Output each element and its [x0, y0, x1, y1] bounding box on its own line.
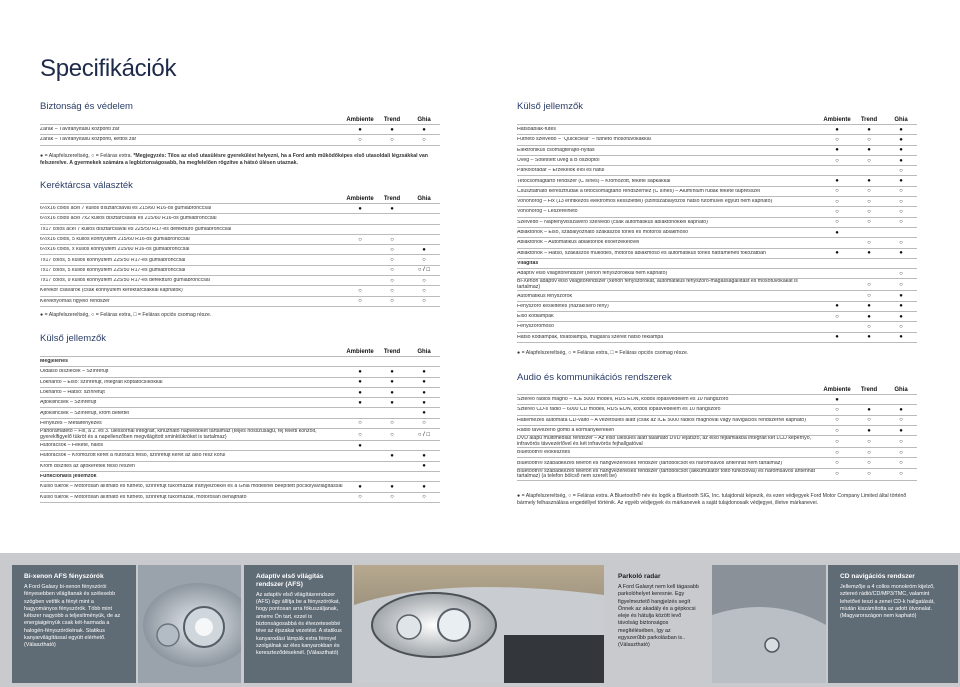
- table-row: [40, 367, 440, 377]
- availability-g: ●: [422, 368, 426, 375]
- availability-g: ○: [899, 188, 903, 195]
- row-label: Oldalsó díszlécek – Színrefújt: [40, 369, 109, 375]
- row-label: Fényszóró késleltetés (hazakísérő fény): [517, 303, 609, 309]
- table-row: [517, 426, 917, 436]
- row-label: Parkolóradar – Érzékelők elöl és hátul: [517, 168, 605, 174]
- availability-g: ○: [899, 281, 903, 288]
- availability-g: ●: [899, 136, 903, 143]
- photo-parking-sensor: [712, 565, 826, 683]
- section-title-audio: Audio és kommunikációs rendszerek: [517, 372, 672, 383]
- availability-t: ○: [390, 420, 394, 427]
- availability-g: ○: [899, 438, 903, 445]
- row-label: 7x17 colos, 9 küllős könnyűfém 225/50 R17-es defekttűrő gumiabronccsal: [40, 278, 210, 284]
- table-row: [40, 276, 440, 286]
- section-title-wheels: Keréktárcsa választék: [40, 180, 133, 191]
- availability-g: ●: [899, 313, 903, 320]
- table-row: [40, 408, 440, 418]
- row-label: Panorámatető – Fix, a 2. és 3. üléssornál integrált, kihúzható napvédőket tartalmaz (teljes hosszúságú, fej feletti konzolt, gyereklfigyelő tükröt és a napellenzőben megvilágított sminktükröket is tartalmaz): [40, 428, 317, 440]
- availability-g: ○: [899, 323, 903, 330]
- page-title: Specifikációk: [40, 55, 177, 82]
- row-label: Ajtókilincsek – Színrefújt, króm betéttel: [40, 410, 130, 416]
- availability-a: ●: [358, 368, 362, 375]
- row-label: Világítás: [517, 260, 539, 266]
- availability-t: ○: [390, 267, 394, 274]
- availability-g: ○: [422, 136, 426, 143]
- availability-t: ●: [390, 379, 394, 386]
- col-trend: Trend: [383, 349, 401, 355]
- table-row: [40, 203, 440, 214]
- table-row: [40, 472, 440, 482]
- row-label: Vonóhorog – Fix (13 érintkezős elektromos késszlettel) (szintszabályozós hátsó futóművel együtt nem kapható): [517, 199, 773, 205]
- availability-g: ●: [422, 483, 426, 490]
- feature-text: Jellemzője a 4 collos monokróm kijelző, sztereó rádió/CD/MP3/TMC, valamint lehetővé teszi a zenei CD-k hallgatását, miután kiszámította az adott útvonalat. (Magyarországon nem kapható): [840, 583, 935, 620]
- table-row: [517, 291, 917, 301]
- availability-t: ○: [867, 157, 871, 164]
- table-row: [517, 279, 917, 291]
- table-row: [40, 441, 440, 451]
- table-row: [40, 225, 440, 235]
- col-trend: Trend: [860, 387, 878, 393]
- row-label: Ablaktörlők – Hátsó, szakaszos működés, motoros ablakmosó és automatikus törlés hátrameneti fokozatban: [517, 250, 766, 256]
- availability-g: ●: [899, 427, 903, 434]
- table-row: [40, 429, 440, 441]
- row-label: Hatlemezes automata CD-váltó – A vezetőülés alatt (csak az ICE 5000 rádiós magnóval vagy navigációs rendszerrel kapható): [517, 417, 806, 423]
- availability-t: ○: [390, 257, 394, 264]
- note-normal: ● = Alapfelszereltség, ○ = Feláras extra.: [40, 153, 134, 159]
- row-label: Csúsztatható keresztrudak a tetőcsomagtartó rendszerhez (C sínes) – Alumínium rudak fekete talprésszel: [517, 188, 761, 194]
- safety-note: [40, 153, 440, 166]
- availability-g: ○: [899, 219, 903, 226]
- availability-g: ○ / □: [417, 431, 431, 438]
- col-ambiente: Ambiente: [823, 117, 851, 123]
- table-row: [517, 448, 917, 458]
- row-label: Sztereó rádiós magnó – ICE 5000 modell, RDS EON, kódos lopásvédelem és 10 hangszóró: [517, 397, 729, 403]
- availability-t: ○: [390, 494, 394, 501]
- table-row: [517, 146, 917, 156]
- table-row: [517, 436, 917, 448]
- availability-g: ○: [899, 167, 903, 174]
- row-label: Automatikus fényszórók: [517, 293, 573, 299]
- table-row: [517, 218, 917, 228]
- row-label: Elektronikus csomagtérajtó-nyitás: [517, 147, 595, 153]
- row-label: 7x17 colos, 5 küllős könnyűfém 225/50 R17-es gumiabronccsal: [40, 267, 186, 273]
- availability-a: ●: [835, 178, 839, 185]
- table-row: [517, 124, 917, 135]
- availability-g: ●: [899, 303, 903, 310]
- row-label: Üveg – Sötétített üveg a B oszloptól: [517, 157, 600, 163]
- wheels-table: [40, 195, 440, 307]
- col-ambiente: Ambiente: [346, 196, 374, 202]
- table-row: [40, 388, 440, 398]
- availability-t: ○: [390, 288, 394, 295]
- availability-a: ○: [835, 460, 839, 467]
- availability-g: ●: [899, 178, 903, 185]
- availability-t: ○: [390, 246, 394, 253]
- availability-t: ●: [867, 427, 871, 434]
- table-row: [517, 394, 917, 405]
- row-label: Sztereó CD-s rádió – 6000 CD modell, RDS EON, kódos lopásvédelem és 10 hangszóró: [517, 407, 721, 413]
- availability-g: ●: [422, 379, 426, 386]
- availability-a: ○: [835, 209, 839, 216]
- table-row: [517, 333, 917, 343]
- row-label: Króm díszítés az ajtókeretek felső részén: [40, 463, 135, 469]
- col-ghia: Ghia: [894, 387, 908, 393]
- col-ghia: Ghia: [417, 196, 431, 202]
- availability-g: ○: [422, 298, 426, 305]
- feature-title: Adaptív első világítás rendszer (AFS): [256, 573, 324, 588]
- feature-text: A Ford Galaxyt nem kell tágasabb parkolóhelyet keresnie. Egy figyelmeztető hangjelzés segít Önnek az akadály és a gépkocsi eleje és hátulja között levő távolság biztonságos megítélésében, így az egyszerűbb parkolásban is.. (Választható): [618, 583, 699, 649]
- row-label: Funkcionális jellemzők: [40, 474, 97, 480]
- row-label: Bluetooth® szabadkezes telefon és hangvezérléses rendszer (tartóbölcsőt (akkumulátor töltő funkcióval) és háromsávos antennát tartalmaz) (a telefon bölcső nem szerelt be): [517, 468, 815, 480]
- availability-a: ○: [835, 188, 839, 195]
- row-label: Ablaktörlők – Automatikus ablaktörlők esőérzékelővel: [517, 240, 640, 246]
- availability-t: ●: [390, 483, 394, 490]
- col-ghia: Ghia: [417, 349, 431, 355]
- availability-g: ●: [899, 147, 903, 154]
- availability-a: ○: [835, 471, 839, 478]
- availability-t: ●: [867, 406, 871, 413]
- audio-note: ● = Alapfelszereltség, ○ = Feláras extra. A Bluetooth® név és logók a Bluetooth SIG, Inc. tulajdonát képezik, és ezen védjegyek Ford Motor Company Limited által történő bármely felhasználása engedéllyel történik. Az egyéb védjegyek és márkanevek a saját tulajdonosaik védjegyei, illetve márkanevei.: [517, 493, 907, 506]
- availability-t: ○: [867, 239, 871, 246]
- availability-g: ○: [422, 277, 426, 284]
- availability-t: ●: [867, 313, 871, 320]
- availability-g: ●: [899, 334, 903, 341]
- row-label: Ablaktörlők – Első, szabályozható szakaszos törlés és motoros ablakmosó: [517, 230, 688, 236]
- availability-g: ●: [899, 126, 903, 133]
- availability-g: ●: [422, 463, 426, 470]
- availability-t: ○: [390, 136, 394, 143]
- availability-g: ●: [899, 293, 903, 300]
- table-row: [517, 302, 917, 312]
- availability-a: ●: [835, 303, 839, 310]
- note-bold: *Megjegyzés: Tilos az első utasülésre gyerekülést helyezni, ha a Ford amb működőképes első utasoldali légzsákkal van felszerelve. A gyermekek számára a legbiztonságosabb, ha megfelelően rögzítve a hátsó ülésen utaznak.: [40, 153, 428, 166]
- table-row: [517, 238, 917, 248]
- section-title-exterior-left: Külső jellemzők: [40, 333, 106, 344]
- availability-a: ○: [835, 157, 839, 164]
- row-label: Első ködlámpák: [517, 314, 554, 320]
- availability-t: ●: [867, 250, 871, 257]
- availability-g: ○ / □: [417, 267, 431, 274]
- section-title-exterior-right: Külső jellemzők: [517, 101, 583, 112]
- row-label: Fényszórómosó: [517, 324, 554, 330]
- row-label: Bi-Xenon adaptív első világítórendszer (xenon fényszórókat, automatikus fényszóró-magasságállítást és mosófúvókákat is tartalmaz): [517, 279, 798, 290]
- availability-g: ○: [899, 460, 903, 467]
- availability-a: ●: [358, 389, 362, 396]
- table-row: [517, 176, 917, 186]
- availability-a: ○: [835, 406, 839, 413]
- availability-a: ○: [835, 219, 839, 226]
- table-row: [40, 493, 440, 503]
- availability-a: ○: [835, 198, 839, 205]
- table-row: [40, 462, 440, 472]
- feature-title: Parkoló radar: [618, 573, 661, 580]
- table-row: [40, 266, 440, 276]
- table-row: [40, 378, 440, 388]
- feature-box-parking: [606, 565, 710, 683]
- row-label: 6½x16 colos, x küllős könnyűfém 215/60 R16-os gumiabronccsal: [40, 247, 190, 253]
- availability-g: ○: [899, 449, 903, 456]
- availability-a: ○: [835, 313, 839, 320]
- feature-text: A Ford Galaxy bi-xenon fényszórói fényesebben világítanak és szélesebb szögben vetítik a fényt mint a hagyományos fényszórók. Több mint kétszer nagyobb a teljesítményük, de az energiaigényük csak két-harmada a halogén-fényszórókénak. Statikus kanyarvilágítással együtt elérhető. (Választható): [24, 583, 121, 649]
- availability-t: ○: [390, 277, 394, 284]
- availability-a: ○: [835, 417, 839, 424]
- row-label: Bluetooth® szabadkezes telefon és hangvezérléses rendszer (tartóbölcsőt és háromsávos antennát nem tartalmaz): [517, 460, 783, 466]
- table-row: [517, 259, 917, 269]
- availability-a: ●: [835, 126, 839, 133]
- availability-g: ●: [899, 250, 903, 257]
- availability-g: ○: [899, 198, 903, 205]
- table-row: [40, 214, 440, 224]
- row-label: Bluetooth® előkészítés: [517, 450, 571, 456]
- row-label: Rádió távvezérlő gomb a kormánykeréken: [517, 427, 615, 433]
- availability-t: ●: [390, 126, 394, 133]
- availability-a: ○: [358, 288, 362, 295]
- row-label: Megjelenés: [40, 359, 68, 365]
- table-row: [517, 269, 917, 279]
- col-trend: Trend: [383, 117, 401, 123]
- availability-t: ○: [390, 431, 394, 438]
- table-header: [40, 116, 440, 124]
- row-label: Zárak – Távirányítású központi, kettős zár: [40, 137, 137, 143]
- table-row: [40, 482, 440, 492]
- availability-t: ○: [867, 471, 871, 478]
- photo-car-front: [354, 565, 604, 683]
- table-row: [517, 197, 917, 207]
- availability-g: ○: [899, 270, 903, 277]
- table-row: [517, 166, 917, 176]
- availability-t: ○: [867, 323, 871, 330]
- availability-t: ○: [867, 219, 871, 226]
- table-row: [40, 419, 440, 429]
- table-row: [40, 124, 440, 135]
- audio-table: [517, 386, 917, 481]
- row-label: Lökhárító – Első: színrefújt, integrált koptatócsíkokkal: [40, 379, 163, 385]
- availability-t: ○: [867, 449, 871, 456]
- section-title-safety: Biztonság és védelem: [40, 101, 133, 112]
- availability-g: ○: [899, 209, 903, 216]
- availability-a: ●: [358, 126, 362, 133]
- availability-t: ●: [390, 368, 394, 375]
- availability-t: ●: [867, 334, 871, 341]
- availability-a: ●: [835, 147, 839, 154]
- row-label: Fényezés – Metálfényezés: [40, 420, 102, 426]
- row-label: Külső tükrök – Motorosan állítható és fűthető, színrefújt tükörházak irányjelzőkkel és a Ghia modellnél beépített pocsolyavilágítással: [40, 484, 343, 490]
- availability-t: ○: [867, 281, 871, 288]
- exterior-left-table: [40, 348, 440, 503]
- availability-t: ●: [867, 126, 871, 133]
- row-label: 6½x16 colos acél 7 küllős dísztárcsával és 215/60 R16-os gumiabronccsal: [40, 206, 211, 212]
- safety-table: [40, 116, 440, 146]
- availability-a: ○: [835, 449, 839, 456]
- availability-a: ○: [358, 298, 362, 305]
- photo-headlight: [138, 565, 241, 683]
- availability-t: ●: [867, 178, 871, 185]
- exterior-right-note: ● = Alapfelszereltség, ○ = Feláras extra, □ = Feláras opciós csomag része.: [517, 350, 689, 356]
- col-trend: Trend: [383, 196, 401, 202]
- col-ghia: Ghia: [417, 117, 431, 123]
- table-row: [517, 469, 917, 481]
- availability-a: ●: [835, 250, 839, 257]
- availability-t: ●: [390, 205, 394, 212]
- availability-t: ○: [867, 460, 871, 467]
- availability-a: ○: [835, 136, 839, 143]
- row-label: 6½x16 colos acél 7x2 küllős dísztárcsával és 215/60 R16-os gumiabronccsal: [40, 216, 217, 222]
- table-header: [517, 116, 917, 124]
- table-row: [517, 458, 917, 468]
- availability-a: ○: [358, 420, 362, 427]
- feature-box-navigation: [828, 565, 958, 683]
- availability-g: ●: [899, 406, 903, 413]
- availability-t: ○: [390, 236, 394, 243]
- row-label: Ajtókilincsek – Színrefújt: [40, 400, 97, 406]
- availability-g: ○: [899, 417, 903, 424]
- availability-t: ○: [867, 438, 871, 445]
- table-row: [40, 135, 440, 145]
- availability-a: ○: [358, 431, 362, 438]
- col-trend: Trend: [860, 117, 878, 123]
- col-ghia: Ghia: [894, 117, 908, 123]
- availability-a: ○: [358, 494, 362, 501]
- feature-title: Bi-xenon AFS fényszórók: [24, 573, 104, 580]
- availability-t: ○: [867, 293, 871, 300]
- table-row: [517, 207, 917, 217]
- availability-g: ●: [422, 399, 426, 406]
- table-header: [517, 386, 917, 394]
- col-ambiente: Ambiente: [346, 117, 374, 123]
- row-label: Hűtőrácsok – Krómozott keret a hűtőrács felső, színrefújt keret az alsó rész körül: [40, 453, 226, 459]
- availability-t: ●: [867, 147, 871, 154]
- availability-a: ●: [358, 205, 362, 212]
- feature-text: Az adaptív első világításrendszer (AFS) úgy állítja be a fényszórókat, hogy pontosan arra fókuszáljanak, amerre Ön tart, ezzel is biztonságosabbá és élvezetesebbé téve az éjszakai vezetést. A statikus kanyarodási lámpák extra fénnyel szolgálnak az éles kanyarokban és kereszteződéseknél. (Választható): [256, 591, 342, 657]
- availability-t: ○: [867, 198, 871, 205]
- table-row: [517, 249, 917, 259]
- availability-a: ○: [358, 136, 362, 143]
- feature-title: CD navigációs rendszer: [840, 573, 915, 580]
- row-label: 6½x16 colos, 5 küllős könnyűfém 215/60 R16-os gumiabronccsal: [40, 236, 190, 242]
- availability-a: ●: [358, 379, 362, 386]
- row-label: Tetőcsomagtartó rendszer (C sínes) – Krómozott, fekete sapkákkal: [517, 178, 671, 184]
- availability-g: ○: [422, 494, 426, 501]
- availability-a: ●: [835, 229, 839, 236]
- col-ambiente: Ambiente: [346, 349, 374, 355]
- availability-g: ●: [422, 453, 426, 460]
- row-label: Vonóhorog – Leszerelhető: [517, 209, 578, 215]
- table-row: [517, 322, 917, 332]
- availability-g: ○: [422, 257, 426, 264]
- availability-a: ○: [835, 438, 839, 445]
- availability-t: ○: [867, 209, 871, 216]
- row-label: Zárak – Távirányítású központi zár: [40, 127, 120, 133]
- availability-a: ●: [835, 334, 839, 341]
- table-row: [40, 451, 440, 461]
- availability-t: ○: [867, 136, 871, 143]
- row-label: Keréknyomás figyelő rendszer: [40, 298, 110, 304]
- table-row: [517, 187, 917, 197]
- wheels-note: ● = Alapfelszereltség, ○ = Feláras extra, □ = Feláras opciós csomag része.: [40, 312, 212, 318]
- table-header: [40, 348, 440, 356]
- row-label: 7x17 colos acél 7 küllős dísztárcsával és 225/50 R17-es defekttűrő gumiabronccsal: [40, 226, 232, 232]
- table-row: [40, 398, 440, 408]
- row-label: Külső tükrök – Motorosan állítható és fűthető, színrefújt tükörházak, motorosan behajtható: [40, 494, 247, 500]
- table-row: [40, 235, 440, 245]
- availability-a: ●: [358, 399, 362, 406]
- availability-g: ●: [422, 389, 426, 396]
- table-row: [517, 135, 917, 145]
- row-label: Hátsóablak-fűtés: [517, 127, 556, 133]
- table-header: [40, 195, 440, 203]
- table-row: [517, 156, 917, 166]
- availability-g: ●: [422, 126, 426, 133]
- availability-t: ○: [867, 188, 871, 195]
- availability-a: ●: [835, 396, 839, 403]
- availability-t: ●: [390, 453, 394, 460]
- availability-g: ○: [422, 420, 426, 427]
- availability-a: ○: [835, 427, 839, 434]
- table-row: [40, 297, 440, 307]
- availability-t: ●: [390, 389, 394, 396]
- feature-box-bixenon: [12, 565, 136, 683]
- availability-t: ●: [390, 399, 394, 406]
- availability-g: ○: [899, 471, 903, 478]
- col-ambiente: Ambiente: [823, 387, 851, 393]
- table-row: [517, 405, 917, 415]
- table-row: [517, 228, 917, 238]
- availability-g: ●: [422, 246, 426, 253]
- availability-g: ●: [899, 157, 903, 164]
- availability-g: ●: [422, 410, 426, 417]
- table-row: [40, 286, 440, 296]
- table-row: [40, 255, 440, 265]
- exterior-right-table: [517, 116, 917, 343]
- availability-g: ○: [422, 288, 426, 295]
- availability-t: ○: [390, 298, 394, 305]
- row-label: Lökhárító – Hátsó: színrefújt: [40, 389, 105, 395]
- availability-a: ○: [358, 236, 362, 243]
- availability-t: ○: [867, 417, 871, 424]
- availability-a: ●: [358, 483, 362, 490]
- availability-t: ●: [867, 303, 871, 310]
- feature-box-afs: [244, 565, 352, 683]
- table-row: [40, 245, 440, 255]
- row-label: Szélvédő – Napfényvisszaverő szélvédő (csak automatikus ablaktörlőkkel kapható): [517, 219, 708, 225]
- table-row: [517, 416, 917, 426]
- availability-a: ●: [358, 442, 362, 449]
- table-row: [517, 312, 917, 322]
- row-label: Fűthető szélvédő – "Quickclear" – fűthető mosófúvókákkal: [517, 137, 651, 143]
- availability-g: ○: [899, 239, 903, 246]
- row-label: DVD alapú multimédiás rendszer – Az első ülésülés alatt található DVD lejátszó, az első fejtámlákba integrált két LCD képernyő, infravörös távvezérlővel és két infravörös fejhallgatóval: [517, 435, 812, 447]
- row-label: Hátsó ködlámpák, tolatólámpa, magasra szerelt hátsó féklámpa: [517, 334, 664, 340]
- row-label: 7x17 colos, 5 küllős könnyűfém 225/50 R17-es gumiabronccsal: [40, 257, 186, 263]
- row-label: Adaptív első világítórendszer (xenon fényszórókkal nem kapható): [517, 271, 668, 277]
- row-label: Kerékőr csavarok (csak könnyűfém keréktárcsákkal kaphatók): [40, 288, 183, 294]
- table-row: [40, 356, 440, 367]
- row-label: Hűtőrácsok – Fekete, hálós: [40, 443, 104, 449]
